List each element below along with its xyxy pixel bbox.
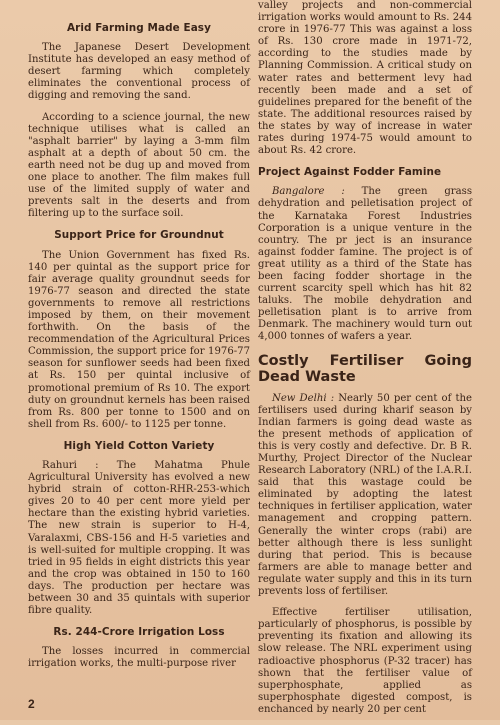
paragraph: The losses incurred in commercial irrigation works, the multi-purpose river <box>28 646 250 670</box>
dateline: New Delhi : <box>272 392 335 404</box>
paragraph-text: Nearly 50 per cent of the fertilisers used during kharif season by Indian farmers is going dead waste as the present methods of application of this is very costly and defective. Dr. B R. Murthy, Project Director of the Nuclear Research Laboratory (NRL) of the I.A.R.I. said that this wastage could be eliminated by adopting the latest techniques in fertiliser application, water management and cropping pattern. Generally the winter crops (rabi) are better although there is less sunlight during that period. This is because farmers are able to manage better and regulate water supply and this in its turn prevents loss of fertiliser. <box>258 392 472 598</box>
heading-arid-farming: Arid Farming Made Easy <box>67 22 211 34</box>
paragraph-text: The green grass dehydration and pelletisation project of the Karnataka Forest Industries Corporation is a unique venture in the country. The pr ject is an insurance against fodder famine. The project is of great utility as a third of the State has been facing fodder shortage in the current scarcity spell which has hit 82 taluks. The mobile dehydration and pelletisation plant is to arrive from Denmark. The machinery would turn out 4,000 tonnes of wafers a year. <box>258 186 472 343</box>
paragraph: The Japanese Desert Development Institute has developed an easy method of desert farming which completely eliminates the conventional process of digging and removing the sand. <box>28 42 250 102</box>
heading-irrigation-loss: Rs. 244-Crore Irrigation Loss <box>53 626 225 639</box>
paragraph <box>258 393 472 599</box>
heading-support-price: Support Price for Groundnut <box>54 229 224 242</box>
paragraph <box>258 186 472 343</box>
page-number: 2 <box>28 697 35 711</box>
paragraph: According to a science journal, the new technique utilises what is called an "asphalt barrier" by laying a 3-mm film asphalt at a depth of about 50 cm. the earth need not be dug up and moved from one place to another. The film makes full use of the limited supply of water and prevents salt in the deserts and from filtering up to the surface soil. <box>28 111 250 220</box>
heading-fodder-famine: Project Against Fodder Famine <box>258 166 442 179</box>
paragraph: valley projects and non-commercial irrigation works would amount to Rs. 244 crore in 1976-77 This was against a loss of Rs. 130 crore made in 1971-72, according to the studies made by Planning Commission. A critical study on water rates and betterment levy had recently been made and a set of guidelines prepared for the benefit of the state. The additional resources raised by the states by way of increase in water rates during 1974-75 would amount to about Rs. 42 crore. <box>258 0 472 157</box>
dateline: Bangalore : <box>272 186 345 198</box>
heading-cotton-variety: High Yield Cotton Variety <box>63 439 215 452</box>
left-column <box>28 18 250 680</box>
paragraph: Rahuri : The Mahatma Phule Agricultural University has evolved a new hybrid strain of cotton-RHR-253-which gives 20 to 40 per cent more yield per hectare than the existing hybrid varieties. The new strain is superior to H-4, Varalaxmi, CBS-156 and H-5 varieties and is well-suited for multiple cropping. It was tried in 95 fields in eight districts this year and the crop was obtained in 150 to 160 days. The production per hectare was between 30 and 35 quintals with superior fibre quality. <box>28 460 250 617</box>
right-column <box>258 0 472 725</box>
heading-fertiliser-waste: Costly Fertiliser Going Dead Waste <box>258 352 472 385</box>
paragraph: The Union Government has fixed Rs. 140 per quintal as the support price for fair average quality groundnut seeds for 1976-77 season and directed the state governments to remove all restrictions imposed by them, on their movement forthwith. On the basis of the recommendation of the Agricultural Prices Commission, the support price for 1976-77 season for sunflower seeds had been fixed at Rs. 150 per quintal inclusive of promotional premium of Rs 10. The export duty on groundnut kernels has been raised from Rs. 800 per tonne to 1500 and on shell from Rs. 600/- to 1125 per tonne. <box>28 249 250 430</box>
paragraph: Effective fertiliser utilisation, particularly of phosphorus, is possible by preventing its fixation and allowing its slow release. The NRL experiment using radioactive phosphorus (P-32 tracer) has shown that the fertiliser value of superphosphate, applied as superphosphate digested compost, is enchanced by nearly 20 per cent <box>258 607 472 715</box>
